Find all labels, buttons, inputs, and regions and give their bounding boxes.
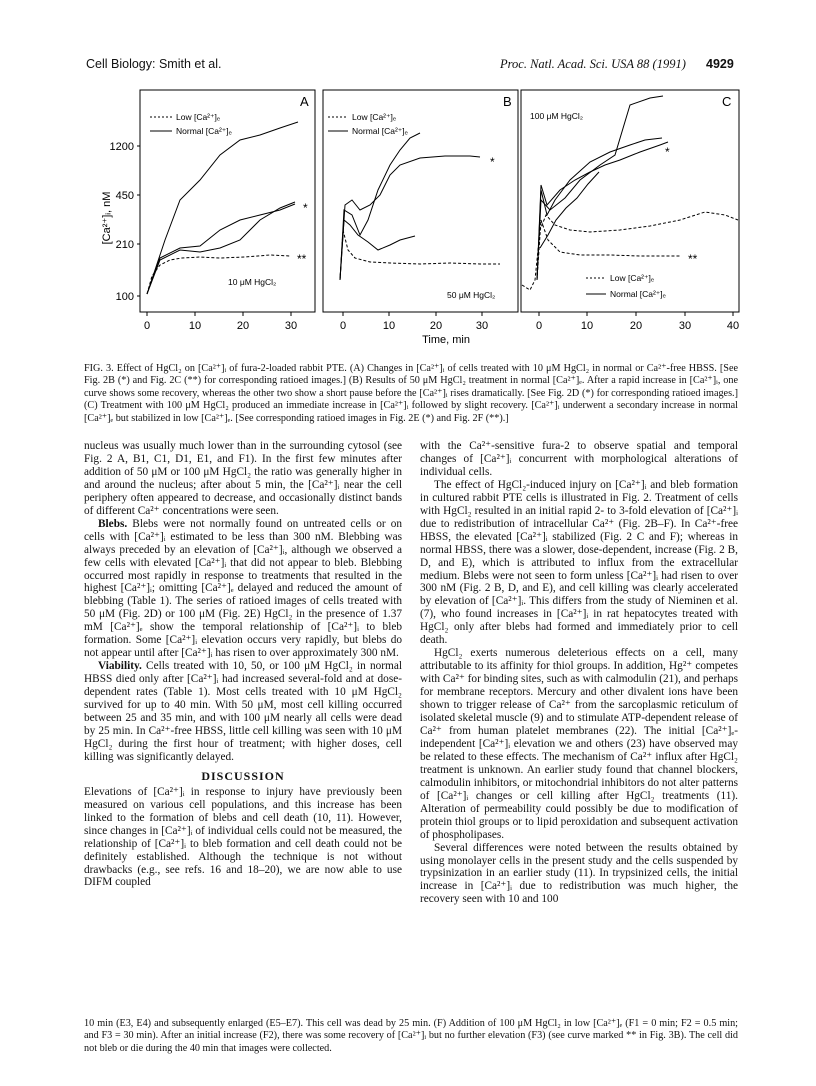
y-axis-label: [Ca²⁺]ᵢ, nM (101, 191, 113, 245)
panel-letter: B (503, 94, 512, 109)
treatment-label: 50 μM HgCl₂ (447, 290, 496, 300)
x-tick: 0 (535, 320, 543, 332)
y-tick-210: 210 (115, 239, 134, 251)
x-tick: 10 (188, 320, 202, 332)
section-heading: DISCUSSION (201, 768, 285, 783)
paragraph: HgCl₂ exerts numerous deleterious effects on a cell, many attributable to its affinity for thiol groups. In addition, Hg²⁺ competes with Ca²⁺ for binding sites, such as with calmodulin (21), and perhaps for membrane receptors. Mercury and other divalent ions have been shown to trigger release of Ca²⁺ from the sarcoplasmic reticulum of isolated skeletal muscle (9) and to stimulate ATP-dependent release of Ca²⁺ from human platelet membranes (22). The initial [Ca²⁺]ₑ-independent [Ca²⁺]ᵢ elevation we and others (23) have observed may be related to these effects. The mechanism of Ca²⁺ influx after HgCl₂ treatment is unknown. An earlier study found that channel blockers, calmodulin inhibitors, or mitochondrial inhibitors do not alter patterns of [Ca²⁺]ᵢ changes or cell killing after HgCl₂ treatments (11). Alteration of permeability could possibly be due to modification of protein thiol groups or to lipid peroxidation and subsequent activation of phospholipases. (420, 647, 738, 841)
legend-low: Low [Ca²⁺]ₑ (610, 273, 655, 283)
paragraph: nucleus was usually much lower than in the surrounding cytosol (see Fig. 2 A, B1, C1, D1, E1, and F1). In the first few minutes after addition of 50 μM or 100 μM HgCl₂ the ratio was generally higher in and around the nucleus; after about 5 min, the [Ca²⁺]ᵢ near the cell periphery often appeared to decrease, and occasionally distinct bands of different Ca²⁺ concentrations were seen. (84, 440, 402, 517)
legend-low: Low [Ca²⁺]ₑ (352, 112, 397, 122)
paragraph-text: Blebs were not normally found on untreated cells or on cells with [Ca²⁺]ᵢ estimated to be less than 300 nM. Blebbing was always preceded by an elevation of [Ca²⁺]ᵢ, although we observed a few cells with elevated [Ca²⁺]ᵢ that did not appear to bleb. Blebbing occurred most rapidly in response to treatments that resulted in the highest [Ca²⁺]ᵢ; omitting [Ca²⁺]ₑ delayed and reduced the amount of blebbing (Table 1). The series of ratioed images of cells treated with 50 μM (Fig. 2D) or 100 μM (Fig. 2E) HgCl₂ in the presence of 1.37 mM [Ca²⁺]ₑ show the temporal relationship of [Ca²⁺]ᵢ to bleb formation. Some [Ca²⁺]ᵢ elevation occurs very rapidly, but blebs do not appear until after [Ca²⁺]ᵢ has risen to over approximately 300 nM. (84, 517, 402, 660)
marker-double: ** (297, 252, 307, 266)
paragraph: Elevations of [Ca²⁺]ᵢ in response to injury have previously been measured on various cell populations, and this increase has been linked to the formation of blebs and cell death (10, 11). However, since changes in [Ca²⁺]ᵢ of individual cells could not be measured, the relationship of [Ca²⁺]ᵢ to bleb formation and cell death could not be definitely established. Although the technique is not without drawbacks (e.g., see refs. 16 and 18–20), we are now able to use DIFM coupled (84, 785, 402, 889)
x-tick: 30 (475, 320, 489, 332)
paragraph-blebs (84, 518, 402, 660)
figure-3 (0, 80, 816, 360)
marker-single: * (490, 155, 495, 169)
y-tick-100: 100 (115, 291, 134, 303)
figure-caption: FIG. 3. Effect of HgCl₂ on [Ca²⁺]ᵢ of fura-2-loaded rabbit PTE. (A) Changes in [Ca²⁺]ᵢ of cells treated with 10 μM HgCl₂ in normal or Ca²⁺-free HBSS. [See Fig. 2B (*) and Fig. 2C (**) for corresponding ratioed images.] (B) Results of 50 μM HgCl₂ treatment in normal [Ca²⁺]ₑ. After a rapid increase in [Ca²⁺]ᵢ, one curve shows some recovery, whereas the other two show a short pause before the [Ca²⁺]ᵢ rises dramatically. [See Fig. 2D (*) for corresponding ratioed images.] (C) Treatment with 100 μM HgCl₂ produced an immediate increase in [Ca²⁺]ᵢ followed by slight recovery. [Ca²⁺]ᵢ underwent a secondary increase in normal [Ca²⁺]ₑ but stabilized in low [Ca²⁺]ₑ. [See corresponding ratioed images in Fig. 2E (*) and Fig. 2F (**).] (84, 363, 738, 424)
left-column (84, 440, 402, 889)
run-in-heading: Viability. (98, 660, 142, 673)
panel-a (137, 90, 315, 332)
treatment-label: 100 μM HgCl₂ (530, 111, 584, 121)
panel-letter: C (722, 94, 732, 109)
journal-citation: Proc. Natl. Acad. Sci. USA 88 (1991) (500, 57, 686, 71)
y-tick-1200: 1200 (109, 141, 134, 153)
panel-c (521, 90, 739, 332)
x-tick: 40 (726, 320, 740, 332)
page-number: 4929 (706, 57, 734, 71)
paragraph-text: Cells treated with 10, 50, or 100 μM HgCl₂ in normal HBSS died only after [Ca²⁺]ᵢ had increased several-fold and at dose-dependent rates (Table 1). Most cells treated with 10 μM HgCl₂ survived for up to 40 min. With 50 μM, most cell killing occurred between 25 and 35 min, and with 100 μM nearly all cells were dead by 25 min. In Ca²⁺-free HBSS, little cell killing was seen with 10 μM HgCl₂ during the first hour of treatment; with higher doses, cell killing was significantly delayed. (84, 660, 402, 763)
paragraph: with the Ca²⁺-sensitive fura-2 to observe spatial and temporal changes of [Ca²⁺]ᵢ concurrent with morphological alterations of individual cells. (420, 440, 738, 478)
paragraph-viability (84, 660, 402, 764)
marker-single: * (303, 201, 308, 215)
legend-normal: Normal [Ca²⁺]ₑ (352, 126, 408, 136)
legend-normal: Normal [Ca²⁺]ₑ (176, 126, 232, 136)
paragraph: The effect of HgCl₂-induced injury on [Ca²⁺]ᵢ and bleb formation in cultured rabbit PTE cells is illustrated in Fig. 2. Treatment of cells with HgCl₂ resulted in an initial rapid 2- to 3-fold elevation of [Ca²⁺]ᵢ due to redistribution of intracellular Ca²⁺ (Fig. 2B–F). In Ca²⁺-free HBSS, the elevated [Ca²⁺]ᵢ stabilized (Fig. 2 C and F); whereas in normal HBSS, there was a slower, dose-dependent, increase (Fig. 2 B, D, and E), which is attributed to influx from the extracellular medium. Blebs were not seen to form unless [Ca²⁺]ᵢ had risen to over 300 nM (Fig. 2 B, D, and E), and cell killing was clearly accelerated by elevation of [Ca²⁺]ᵢ. This differs from the study of Nieminen et al. (7), who found increases in [Ca²⁺]ᵢ in rat hepatocytes treated with HgCl₂ only after blebs had formed and immediately prior to cell death. (420, 478, 738, 647)
x-tick: 30 (678, 320, 692, 332)
treatment-label: 10 μM HgCl₂ (228, 277, 277, 287)
x-tick: 20 (236, 320, 250, 332)
legend-normal: Normal [Ca²⁺]ₑ (610, 289, 666, 299)
x-tick: 0 (339, 320, 347, 332)
x-tick: 10 (382, 320, 396, 332)
x-tick: 10 (580, 320, 594, 332)
x-tick: 20 (629, 320, 643, 332)
paragraph: Several differences were noted between the results obtained by using monolayer cells in the present study and the cells suspended by trypsinization in an earlier study (11). In trypsinized cells, the initial increase in [Ca²⁺]ᵢ due to redistribution was much higher, the recovery seen with 10 and 100 (420, 841, 738, 906)
marker-double: ** (688, 252, 698, 266)
running-header: Cell Biology: Smith et al. (86, 57, 222, 71)
figure-2-caption-continuation: 10 min (E3, E4) and subsequently enlarged (E5–E7). This cell was dead by 25 min. (F) Addition of 100 μM HgCl₂ in low [Ca²⁺]ₑ (F1 = 0 min; F2 = 0.5 min; and F3 = 30 min). After an initial increase (F2), there was some recovery of [Ca²⁺]ᵢ but no further elevation (F3) (see curve marked ** in Fig. 3B). The cell did not bleb or die during the 40 min that images were collected. (84, 1018, 738, 1054)
marker-single: * (665, 145, 670, 159)
y-tick-450: 450 (115, 190, 134, 202)
legend-low: Low [Ca²⁺]ₑ (176, 112, 221, 122)
x-tick: 0 (143, 320, 151, 332)
x-tick: 30 (284, 320, 298, 332)
x-axis-label: Time, min (422, 334, 470, 346)
panel-letter: A (300, 94, 309, 109)
x-tick: 20 (429, 320, 443, 332)
run-in-heading: Blebs. (98, 517, 128, 530)
right-column (420, 440, 738, 906)
panel-b (323, 90, 518, 332)
